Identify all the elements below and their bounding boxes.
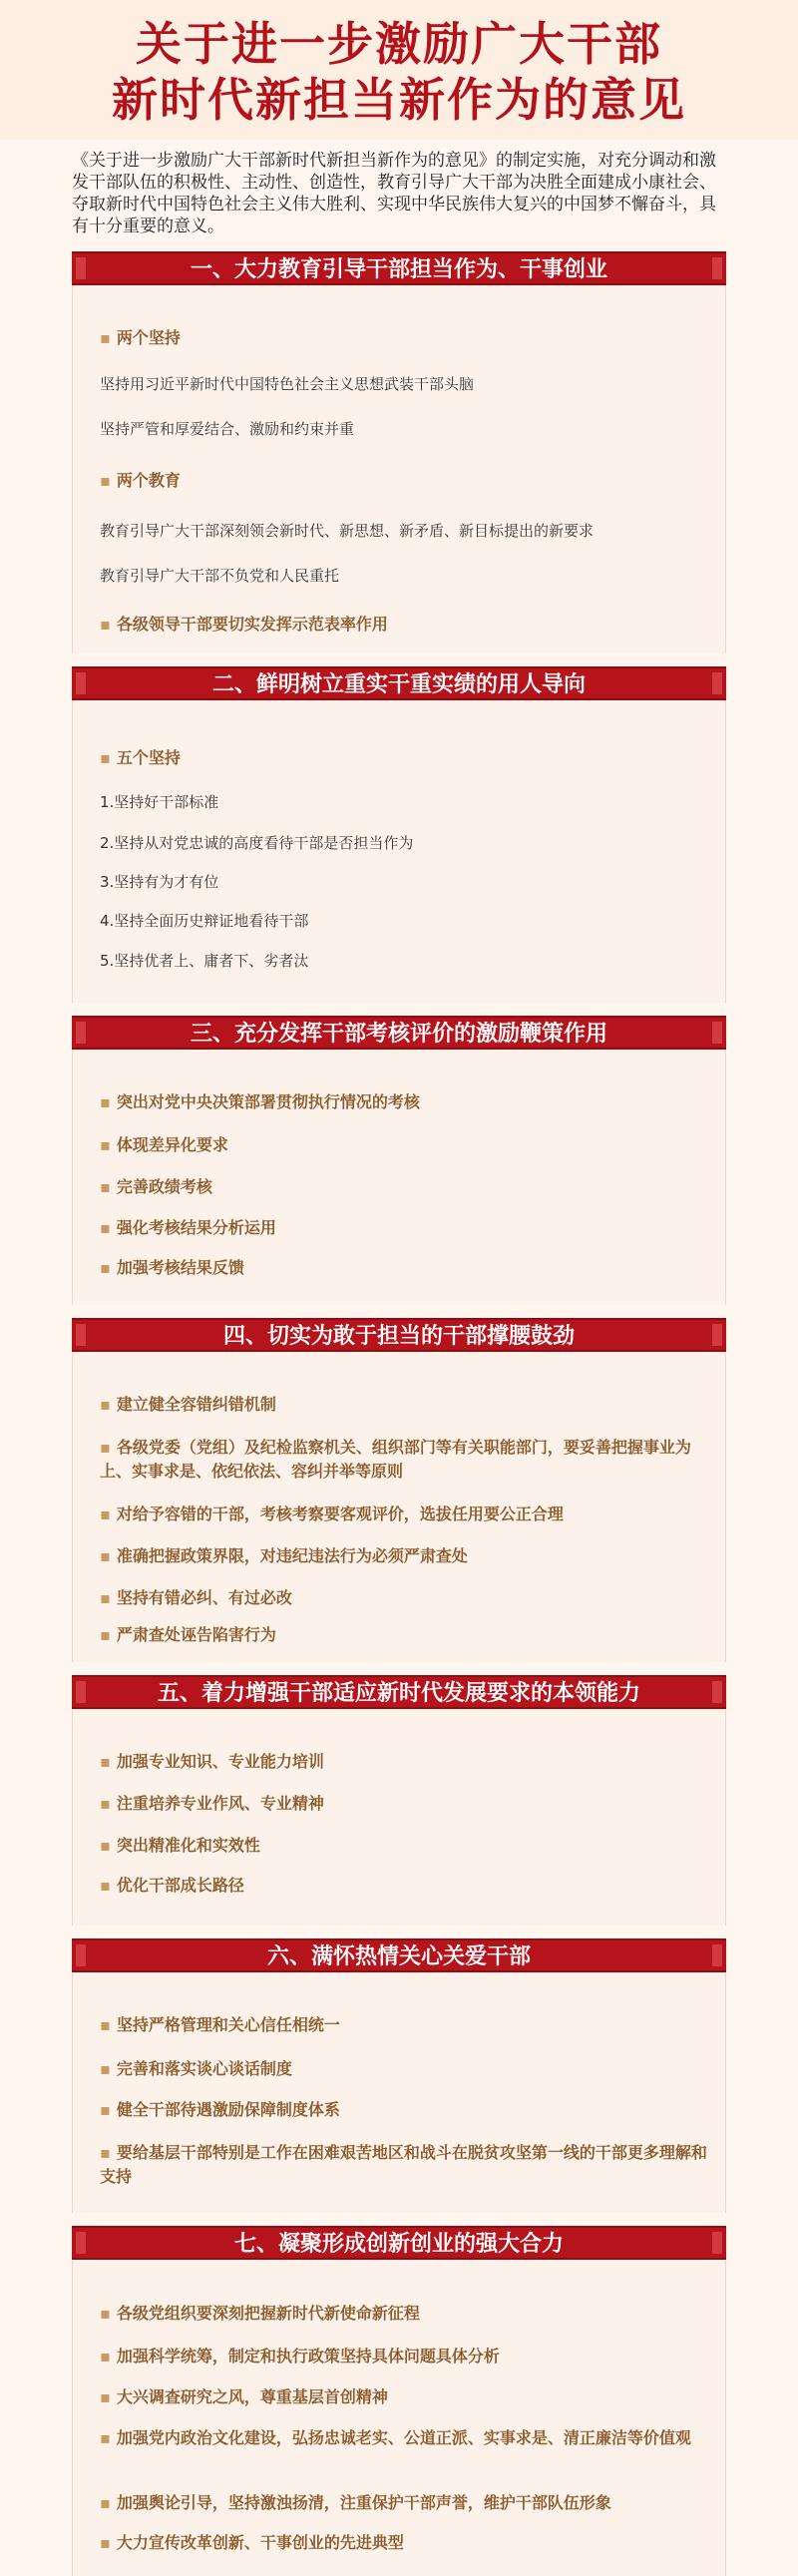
bullet-text: 大兴调查研究之风，尊重基层首创精神 bbox=[116, 2387, 388, 2406]
bullet-text: 强化考核结果分析运用 bbox=[116, 1218, 276, 1237]
bullet-item bbox=[100, 2302, 708, 2326]
bullet-icon: ▪ bbox=[100, 615, 111, 634]
section-heading: 五、着力增强干部适应新时代发展要求的本领能力 bbox=[72, 1675, 726, 1709]
bullet-text: 突出对党中央决策部署贯彻执行情况的考核 bbox=[116, 1092, 420, 1111]
bullet-text: 各级党组织要深刻把握新时代新使命新征程 bbox=[116, 2304, 420, 2323]
bullet-text: 完善和落实谈心谈话制度 bbox=[116, 2059, 292, 2078]
bullet-text: 坚持有错必纠、有过必改 bbox=[116, 1588, 292, 1607]
bullet-item bbox=[100, 1792, 708, 1816]
bullet-item bbox=[100, 1133, 708, 1157]
bullet-item bbox=[100, 1393, 708, 1417]
bullet-icon: ▪ bbox=[100, 1135, 111, 1154]
bullet-text: 大力宣传改革创新、干事创业的先进典型 bbox=[116, 2533, 404, 2552]
bullet-text: 体现差异化要求 bbox=[116, 1135, 228, 1154]
bullet-item bbox=[100, 1874, 708, 1898]
bullet-icon: ▪ bbox=[100, 2387, 111, 2406]
bullet-icon: ▪ bbox=[100, 328, 111, 347]
bullet-text: 坚持严格管理和关心信任相统一 bbox=[116, 2015, 340, 2034]
bullet-icon: ▪ bbox=[100, 1218, 111, 1237]
bullet-text: 建立健全容错纠错机制 bbox=[116, 1395, 276, 1414]
bullet-item bbox=[100, 1090, 708, 1114]
bullet-item bbox=[100, 2531, 708, 2555]
bullet-text: 加强考核结果反馈 bbox=[116, 1258, 244, 1277]
plain-text: 2.坚持从对党忠诚的高度看待干部是否担当作为 bbox=[100, 834, 414, 852]
bullet-icon: ▪ bbox=[100, 1794, 111, 1813]
section-heading: 二、鲜明树立重实干重实绩的用人导向 bbox=[72, 666, 726, 700]
bullet-item bbox=[100, 1436, 708, 1484]
bullet-text: 五个坚持 bbox=[116, 748, 181, 767]
bullet-text: 严肃查处诬告陷害行为 bbox=[116, 1625, 276, 1644]
plain-text: 3.坚持有为才有位 bbox=[100, 873, 219, 891]
bullet-icon: ▪ bbox=[100, 1504, 111, 1523]
bullet-icon: ▪ bbox=[100, 1092, 111, 1111]
bullet-item bbox=[100, 1503, 708, 1526]
plain-text: 1.坚持好干部标准 bbox=[100, 793, 219, 811]
bullet-text: 对给予容错的干部，考核考察要客观评价，选拔任用要公正合理 bbox=[116, 1504, 564, 1523]
bullet-icon: ▪ bbox=[100, 748, 111, 767]
plain-text: 坚持严管和厚爱结合、激励和约束并重 bbox=[100, 420, 355, 438]
bullet-item bbox=[100, 2385, 708, 2409]
bullet-icon: ▪ bbox=[100, 2100, 111, 2119]
section-heading: 六、满怀热情关心关爱干部 bbox=[72, 1938, 726, 1972]
bullet-text: 加强科学统筹，制定和执行政策坚持具体问题具体分析 bbox=[116, 2347, 500, 2365]
bullet-item bbox=[100, 326, 708, 350]
section-heading: 一、大力教育引导干部担当作为、干事创业 bbox=[72, 251, 726, 285]
page-title-line-2: 新时代新担当新作为的意见 bbox=[112, 73, 686, 127]
bullet-icon: ▪ bbox=[100, 2304, 111, 2323]
bullet-text: 突出精准化和实效性 bbox=[116, 1836, 260, 1855]
page-title-line-1: 关于进一步激励广大干部 bbox=[136, 17, 662, 71]
bullet-icon: ▪ bbox=[100, 2428, 111, 2447]
bullet-icon: ▪ bbox=[100, 2059, 111, 2078]
bullet-item bbox=[100, 2426, 708, 2450]
bullet-item bbox=[100, 1623, 708, 1647]
bullet-text: 加强党内政治文化建设，弘扬忠诚老实、公道正派、实事求是、清正廉洁等价值观 bbox=[116, 2428, 691, 2447]
bullet-item bbox=[100, 2491, 708, 2515]
plain-text: 教育引导广大干部深刻领会新时代、新思想、新矛盾、新目标提出的新要求 bbox=[100, 522, 595, 540]
bullet-text: 要给基层干部特别是工作在困难艰苦地区和战斗在脱贫攻坚第一线的干部更多理解和支持 bbox=[100, 2143, 707, 2186]
bullet-text: 两个坚持 bbox=[116, 328, 181, 347]
bullet-icon: ▪ bbox=[100, 1752, 111, 1771]
bullet-text: 各级党委（党组）及纪检监察机关、组织部门等有关职能部门，要妥善把握事业为上、实事求是、依纪依法、容纠并举等原则 bbox=[100, 1438, 691, 1481]
bullet-item bbox=[100, 2098, 708, 2122]
bullet-icon: ▪ bbox=[100, 1438, 111, 1457]
bullet-icon: ▪ bbox=[100, 1876, 111, 1895]
section-heading: 四、切实为敢于担当的干部撑腰鼓劲 bbox=[72, 1318, 726, 1352]
bullet-text: 准确把握政策界限，对违纪违法行为必须严肃查处 bbox=[116, 1546, 468, 1565]
bullet-item bbox=[100, 2057, 708, 2081]
bullet-icon: ▪ bbox=[100, 1625, 111, 1644]
bullet-text: 各级领导干部要切实发挥示范表率作用 bbox=[116, 615, 388, 634]
bullet-icon: ▪ bbox=[100, 2493, 111, 2512]
bullet-text: 优化干部成长路径 bbox=[116, 1876, 244, 1895]
plain-text: 教育引导广大干部不负党和人民重托 bbox=[100, 567, 340, 585]
bullet-text: 两个教育 bbox=[116, 471, 181, 490]
bullet-text: 注重培养专业作风、专业精神 bbox=[116, 1794, 324, 1813]
bullet-icon: ▪ bbox=[100, 2015, 111, 2034]
bullet-item bbox=[100, 1750, 708, 1774]
section-panel bbox=[72, 251, 726, 653]
plain-text: 坚持用习近平新时代中国特色社会主义思想武装干部头脑 bbox=[100, 375, 475, 393]
bullet-icon: ▪ bbox=[100, 2533, 111, 2552]
bullet-icon: ▪ bbox=[100, 1588, 111, 1607]
plain-text: 5.坚持优者上、庸者下、劣者汰 bbox=[100, 952, 309, 970]
intro-paragraph: 《关于进一步激励广大干部新时代新担当新作为的意见》的制定实施，对充分调动和激发干部队伍的积极性、主动性、创造性，教育引导广大干部为决胜全面建成小康社会、夺取新时代中国特色社会主义伟大胜利、实现中华民族伟大复兴的中国梦不懈奋斗，具有十分重要的意义。 bbox=[72, 151, 716, 236]
bullet-icon: ▪ bbox=[100, 471, 111, 490]
bullet-item bbox=[100, 2013, 708, 2037]
bullet-item bbox=[100, 2141, 708, 2189]
bullet-text: 完善政绩考核 bbox=[116, 1177, 212, 1196]
bullet-text: 健全干部待遇激励保障制度体系 bbox=[116, 2100, 340, 2119]
bullet-text: 加强专业知识、专业能力培训 bbox=[116, 1752, 324, 1771]
bullet-item bbox=[100, 2345, 708, 2368]
bullet-item bbox=[100, 1175, 708, 1199]
bullet-item bbox=[100, 746, 708, 770]
bullet-icon: ▪ bbox=[100, 2347, 111, 2365]
bullet-item bbox=[100, 613, 708, 637]
bullet-icon: ▪ bbox=[100, 1258, 111, 1277]
bullet-icon: ▪ bbox=[100, 1546, 111, 1565]
bullet-item bbox=[100, 1256, 708, 1280]
plain-text: 4.坚持全面历史辩证地看待干部 bbox=[100, 912, 309, 930]
bullet-item bbox=[100, 1586, 708, 1610]
bullet-item bbox=[100, 1834, 708, 1858]
bullet-item bbox=[100, 469, 708, 493]
section-heading: 七、凝聚形成创新创业的强大合力 bbox=[72, 2226, 726, 2260]
bullet-item bbox=[100, 1216, 708, 1240]
header bbox=[0, 0, 798, 140]
bullet-text: 加强舆论引导，坚持激浊扬清，注重保护干部声誉，维护干部队伍形象 bbox=[116, 2493, 611, 2512]
bullet-icon: ▪ bbox=[100, 1836, 111, 1855]
bullet-icon: ▪ bbox=[100, 2143, 111, 2162]
section-panel bbox=[72, 1318, 726, 1662]
bullet-icon: ▪ bbox=[100, 1177, 111, 1196]
bullet-icon: ▪ bbox=[100, 1395, 111, 1414]
bullet-item bbox=[100, 1544, 708, 1568]
section-heading: 三、充分发挥干部考核评价的激励鞭策作用 bbox=[72, 1016, 726, 1050]
